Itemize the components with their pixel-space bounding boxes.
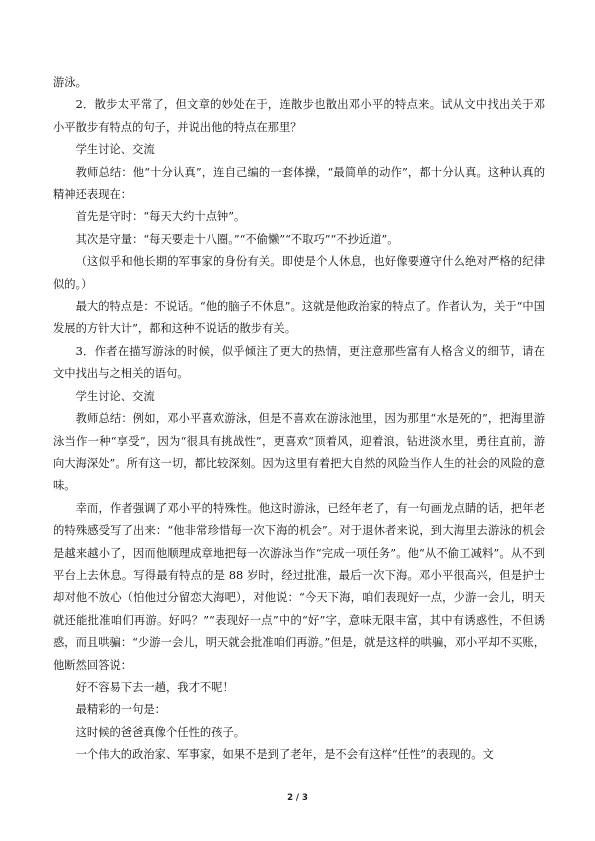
- paragraph: 3．作者在描写游泳的时候，似乎倾注了更大的热情，更注意那些富有人格含义的细节，请在文中找出与之相关的语句。: [53, 344, 545, 381]
- document-body: [53, 72, 545, 767]
- paragraph: 最大的特点是：不说话。“他的脑子不休息”。这就是他政治家的特点了。作者认为，关于“中国发展的方针大计”，都和这种不说话的散步有关。: [53, 300, 545, 336]
- paragraph: 学生讨论、交流: [75, 143, 155, 157]
- paragraph: 游泳。: [53, 76, 87, 89]
- paragraph: 最精彩的一句是：: [75, 703, 166, 717]
- paragraph: 2．散步太平常了，但文章的妙处在于，连散步也散出邓小平的特点来。试从文中找出关于邓小平散步有特点的句子，并说出他的特点在那里？: [53, 98, 545, 134]
- paragraph: 一个伟大的政治家、军事家，如果不是到了老年，是不会有这样“任性”的表现的。文: [75, 748, 494, 762]
- paragraph: （这似乎和他长期的军事家的身份有关。即使是个人休息，也好像要遵守什么绝对严格的纪律似的。）: [53, 255, 545, 291]
- paragraph: 首先是守时：“每天大约十点钟”。: [75, 210, 246, 224]
- paragraph: 好不容易下去一趟，我才不呢！: [75, 680, 234, 694]
- page-number: 2 / 3: [287, 793, 308, 803]
- paragraph: 幸而，作者强调了邓小平的特殊性。他这时游泳，已经年老了，有一句画龙点睛的话，把年老的特殊感受写了出来：“他非常珍惜每一次下海的机会”。对于退休者来说，到大海里去游泳的机会是越来越小了，因而他顺理成章地把每一次游泳当作“完成一项任务”。他“从不偷工减料”。从不到平台上去休息。写得最有特点的是 88 岁时，经过批准，最后一次下海。邓小平很高兴，但是护士却对他不放心（怕他过分留恋大海吧），对他说：“今天下海，咱们表现好一点，少游一会儿，明天就还能批准咱们再游。好吗？”“表现好一点”中的“好”字，意味无限丰富，其中有诱惑性，不但诱惑，而且哄骗：“少游一会儿，明天就会批准咱们再游。”但是，就是这样的哄骗，邓小平却不买账，他断然回答说：: [53, 501, 545, 672]
- paragraph: 这时候的爸爸真像个任性的孩子。: [75, 725, 246, 739]
- paragraph: 学生讨论、交流: [75, 389, 155, 403]
- paragraph: 教师总结：他“十分认真”，连自己编的一套体操，“最简单的动作”，都十分认真。这种认真的精神还表现在：: [53, 165, 545, 202]
- paragraph: 教师总结：例如，邓小平喜欢游泳，但是不喜欢在游泳池里，因为那里“水是死的”，把海里游泳当作一种“享受”，因为“很具有挑战性”，更喜欢“顶着风，迎着浪，钻进淡水里，勇往直前，游向大海深处”。所有这一切，都比较深刻。因为这里有着把大自然的风险当作人生的社会的风险的意味。: [53, 412, 545, 493]
- paragraph: 其次是守量：“每天要走十八圈。”“不偷懒”“不取巧”“不抄近道”。: [75, 232, 399, 246]
